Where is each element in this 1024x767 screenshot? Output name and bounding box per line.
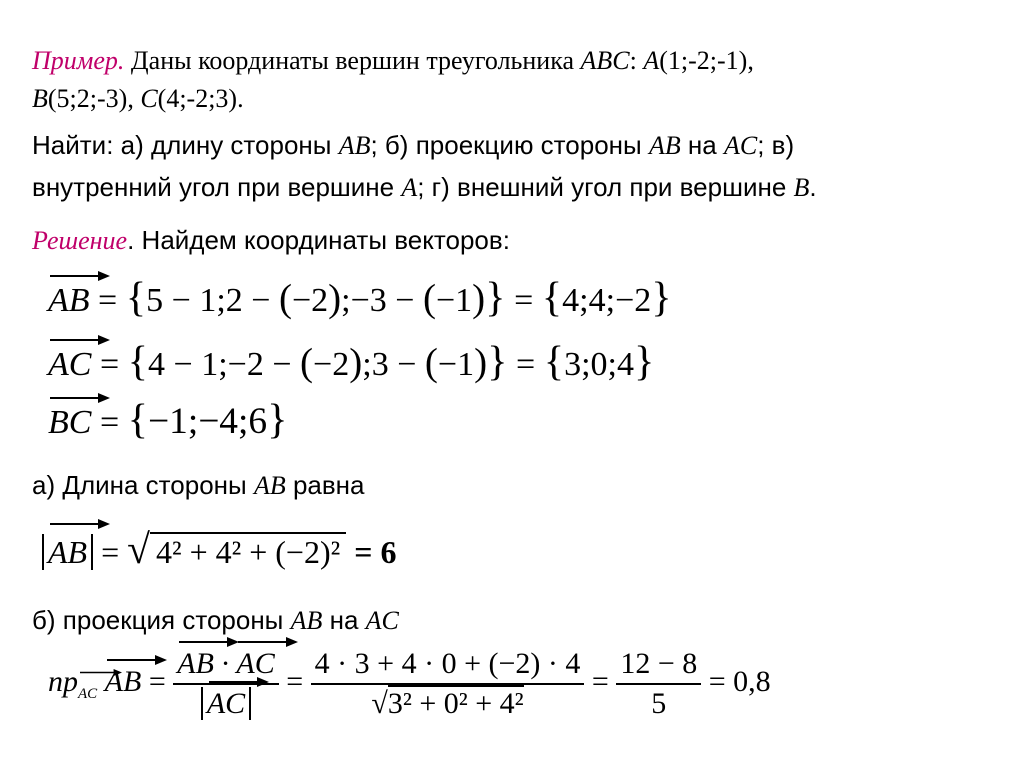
paren: ) [472,277,486,320]
part-b-heading [32,605,399,636]
fraction-denominator: 5 [651,687,667,720]
open-brace: { [541,274,563,321]
vertex-c-coords: (4;-2;3). [157,84,244,113]
projection-subscript [78,686,97,702]
vertex-a-name: A [643,46,660,75]
vector-arrow-icon [50,519,110,529]
open-brace: { [127,396,149,443]
vector-ab-mid: ;−3 − [341,282,423,319]
vector-ab-m2: −2 [291,282,329,319]
paren: ( [424,341,438,384]
part-a-text: а) Длина стороны [32,470,254,500]
dot-operator: · [213,647,237,680]
find-intro: Найти: а) длину стороны [32,130,339,160]
vector-ac-name: AC [48,346,92,383]
vertex-c-name: C [140,84,158,113]
vector-bc-symbol [48,401,91,445]
vector-ac-result: 3;0;4 [564,346,634,383]
num-vec-ab-name: AB [177,647,214,680]
problem-text: Даны координаты вершин треугольника [124,46,581,75]
period: . [809,172,817,202]
vector-bc-result: −1;−4;6 [148,401,268,442]
inner-angle-text: внутренний угол при вершине [32,172,402,202]
close-brace: } [487,338,508,385]
vector-arrow-icon [50,335,110,345]
projection-formula: пр $_{AC}$ AB = AB · AC AC = $\frac{4 \cdot 3 + 4 \cdot 0 + (-2) \cdot 4}{\text{√3² + 0² + 4²}}$ = $\frac{12 - 8}{5}$ = 0,8 [48,645,771,723]
vector-bc-equation: BC = {−1;−4;6} [48,398,288,445]
fraction-simplified [616,645,701,723]
subscript-vec [78,675,97,713]
vertex-b-ref: B [793,173,810,202]
vector-ac-symbol [48,343,91,387]
vector-arrow-icon [50,393,110,403]
outer-angle-text: ; г) внешний угол при вершине [417,172,794,202]
vertex-b-name: B [32,84,48,113]
projection-vec-name: AB [104,664,142,698]
fraction-coordinates [311,645,585,723]
part-b-on: на [322,605,366,635]
problem-line-1 [32,46,754,76]
vertex-a-ref: A [401,173,418,202]
problem-line-4 [32,172,817,203]
fraction-numerator: 4 · 3 + 4 · 0 + (−2) · 4 [314,647,581,680]
side-ab-label: AB [338,131,371,160]
close-brace: } [634,338,655,385]
part-b-result: = 0,8 [708,664,771,698]
fraction-dot-product [173,645,279,723]
num-vec-ac-name: AC [236,647,275,680]
vector-ab-name: AB [48,282,90,319]
find-end: ; в) [757,130,795,160]
sqrt-sign: √ [371,687,388,720]
vector-ab-equation: AB = {5 − 1;2 − (−2);−3 − (−1)} = {4;4;−2} [48,276,672,323]
vector-ab-m1: −1 [435,282,473,319]
part-a-formula: AB = √ 4² + 4² + (−2)² = 6 [42,524,396,577]
den-vec-ac-name: AC [206,687,246,720]
part-b-side-ab: AB [290,606,323,635]
open-brace: { [125,274,147,321]
part-b-side-ac: AC [365,606,399,635]
projection-symbol: пр [48,664,78,698]
part-a-tail: равна [285,470,365,500]
sqrt-radicand: 3² + 0² + 4² [387,687,524,720]
vector-ab-symbol [48,279,90,323]
abs-value [42,534,93,570]
part-a-side: AB [253,471,286,500]
part-a-result: = 6 [354,534,397,570]
solution-line [32,225,510,256]
formula-vec-name: AB [48,534,88,570]
close-brace: } [485,274,506,321]
open-brace: { [127,338,149,385]
vector-arrow-icon [50,271,110,281]
vector-ac-m2: −2 [313,346,350,383]
sqrt-radicand: 4² + 4² + (−2)² [150,532,346,570]
vector-arrow-icon [179,637,239,647]
problem-line-3 [32,130,794,161]
fraction-denominator [367,685,527,723]
vector-ab-expr: 5 − 1;2 − [146,282,279,319]
problem-colon: : [629,46,644,75]
paren: ( [300,341,314,384]
sqrt-sign: √ [127,526,150,572]
paren: ( [278,277,292,320]
vector-ac-expr: 4 − 1;−2 − [148,346,301,383]
subscript-name: AC [78,685,98,702]
close-brace: } [267,396,288,443]
vector-bc-name: BC [48,404,92,441]
example-label: Пример. [32,46,125,75]
open-brace: { [543,338,565,385]
side-ab-label-2: AB [648,131,681,160]
close-brace: } [651,274,672,321]
fraction-denominator [197,685,255,723]
vector-arrow-icon [107,655,167,665]
solution-label: Решение [32,226,128,255]
vertex-a-coords: (1;-2;-1), [659,46,754,75]
vector-ac-equation: AC = {4 − 1;−2 − (−2);3 − (−1)} = {3;0;4} [48,340,654,387]
vector-ab-result: 4;4;−2 [562,282,652,319]
den-vec-ac [207,685,245,723]
abs-value [201,687,251,720]
vector-ac-mid: ;3 − [362,346,425,383]
side-ac-label: AC [723,131,758,160]
paren: ( [422,277,436,320]
vector-arrow-icon [209,677,269,687]
part-a-heading [32,470,365,501]
triangle-name: ABC [580,46,630,75]
projection-vec [105,663,142,701]
paren: ) [328,277,342,320]
paren: ) [474,341,488,384]
find-on: на [680,130,724,160]
fraction-numerator: 12 − 8 [620,647,698,680]
find-mid: ; б) проекцию стороны [370,130,649,160]
part-b-text: б) проекция стороны [32,605,291,635]
vertex-b-coords: (5;2;-3), [47,84,141,113]
vector-arrow-icon [238,637,298,647]
vector-ac-m1: −1 [437,346,475,383]
paren: ) [349,341,363,384]
problem-line-2 [32,84,244,114]
vector-ab-symbol [48,527,87,577]
solution-text: . Найдем координаты векторов: [127,225,510,255]
